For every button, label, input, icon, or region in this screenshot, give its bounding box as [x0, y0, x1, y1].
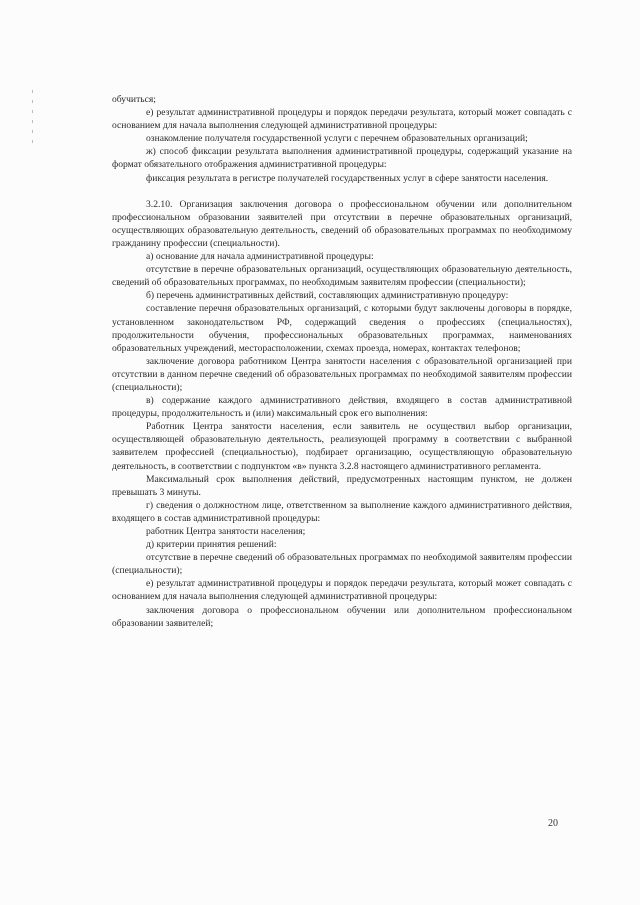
- paragraph: обучиться;: [112, 94, 156, 105]
- paragraph: д) критерии принятия решений:: [146, 539, 277, 551]
- document-body: [112, 93, 572, 630]
- paragraph: а) основание для начала административной процедуры:: [146, 251, 374, 263]
- paragraph: заключения договора о профессиональном обучении или дополнительном профессиональном образовании заявителей;: [112, 604, 572, 629]
- paragraph: Максимальный срок выполнения действий, предусмотренных настоящим пунктом, не должен превышать 3 минуты.: [112, 473, 572, 498]
- paragraph: ознакомление получателя государственной услуги с перечнем образовательных организаций;: [146, 133, 528, 145]
- paragraph: в) содержание каждого административного действия, входящего в состав административной процедуры, продолжительность и (или) максимальный срок его выполнения:: [112, 395, 572, 420]
- paragraph: отсутствие в перечне образовательных организаций, осуществляющих образовательную деятельность, сведений об образовательных программах, по необходимым заявителям профессии (специальности);: [112, 264, 572, 289]
- paragraph: Работник Центра занятости населения, если заявитель не осуществил выбор организации, осуществляющей образовательную деятельность, реализующей программу в соответствии с выбранной заявителем профессией (специальностью), подбирает организацию, осуществляющую образовательную деятельность, в соответствии с подпунктом «в» пункта 3.2.8 настоящего административного регламента.: [112, 421, 572, 472]
- paragraph: заключение договора работником Центра занятости населения с образовательной организацией при отсутствии в данном перечне сведений об образовательных программах по необходимой заявителям профессии (специальности);: [112, 355, 572, 393]
- paragraph: е) результат административной процедуры и порядок передачи результата, который может совпадать с основанием для начала выполнения следующей административной процедуры:: [112, 107, 572, 132]
- paragraph: е) результат административной процедуры и порядок передачи результата, который может совпадать с основанием для начала выполнения следующей административной процедуры:: [112, 578, 572, 603]
- paragraph: б) перечень административных действий, составляющих административную процедуру:: [146, 290, 509, 302]
- paragraph: работник Центра занятости населения;: [146, 526, 306, 537]
- section-heading-paragraph: 3.2.10. Организация заключения договора о профессиональном обучении или дополнительном профессиональном образовании заявителей при отсутствии в перечне образовательных организаций, осуществляющих образовательную деятельность, сведений об образовательных программах по необходимому гражданину профессии (специальности).: [112, 198, 572, 249]
- paragraph: фиксация результата в регистре получателей государственных услуг в сфере занятости населения.: [146, 172, 549, 184]
- paragraph: г) сведения о должностном лице, ответственном за выполнение каждого административного действия, входящего в состав административной процедуры:: [112, 499, 572, 524]
- page-number: 20: [548, 818, 558, 829]
- margin-marks: [30, 90, 36, 180]
- paragraph: ж) способ фиксации результата выполнения административной процедуры, содержащий указание на формат обязательного отображения административной процедуры:: [112, 146, 572, 171]
- paragraph: отсутствие в перечне сведений об образовательных программах по необходимой заявителям профессии (специальности);: [112, 552, 572, 577]
- paragraph: составление перечня образовательных организаций, с которыми будут заключены договоры в порядке, установленном законодательством РФ, содержащий сведения о профессиях (специальностях), продолжительности обучения, профессиональных образовательных программах, наименованиях образовательных учреждений, месторасположении, схемах проезда, номерах, контактах телефонов;: [112, 303, 572, 354]
